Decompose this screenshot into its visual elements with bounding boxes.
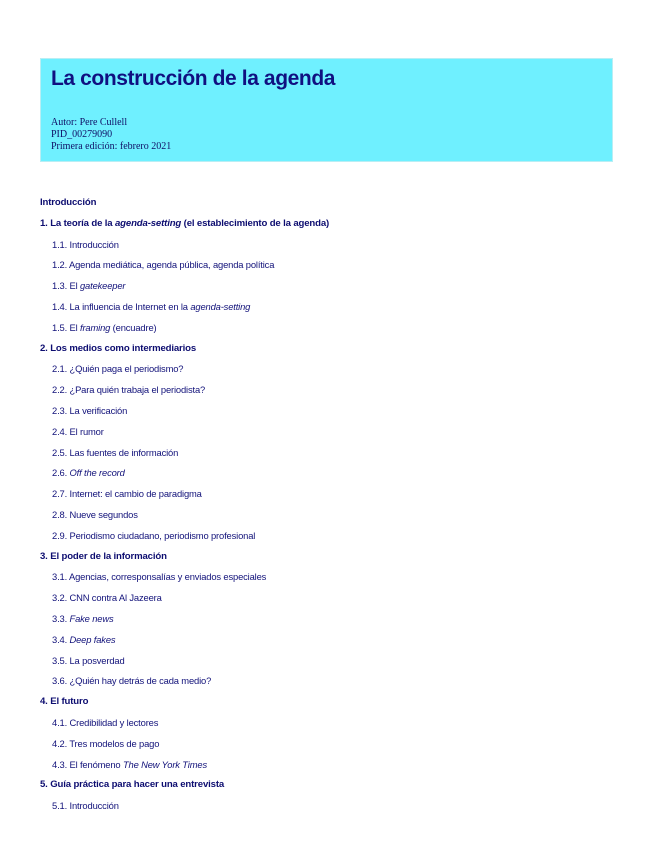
toc-entry-text: gatekeeper	[79, 280, 126, 292]
toc-entry-text: 1.5. El	[52, 321, 80, 333]
toc-entry-text: 3.4.	[52, 633, 70, 645]
toc-section-entry[interactable]	[40, 463, 630, 484]
toc-entry-text: 3.6. ¿Quién hay detrás de cada medio?	[52, 675, 212, 687]
toc-entry-text: 2.6.	[52, 467, 70, 479]
toc-section-entry[interactable]	[40, 567, 630, 588]
toc-entry-text: 5. Guía práctica para hacer una entrevista	[40, 779, 225, 791]
toc-section-entry[interactable]	[40, 755, 630, 776]
toc-section-entry[interactable]	[40, 297, 630, 318]
toc-section-entry[interactable]	[40, 401, 630, 422]
toc-entry-text: 3.3.	[52, 612, 70, 624]
toc-entry-text: (el establecimiento de la agenda)	[181, 217, 330, 229]
toc-section-entry[interactable]	[40, 588, 630, 609]
toc-entry-text: Introducción	[40, 197, 97, 208]
toc-entry-text: 2.8. Nueve segundos	[52, 508, 138, 520]
toc-section-entry[interactable]	[40, 630, 630, 651]
toc-entry-text: 1. La teoría de la	[40, 217, 115, 229]
toc-entry-text: 1.2. Agenda mediática, agenda pública, agenda política	[52, 259, 275, 271]
toc-entry-text: 2.5. Las fuentes de información	[52, 446, 179, 458]
author-line: Autor: Pere Cullell	[51, 117, 128, 128]
toc-section-entry[interactable]	[40, 255, 630, 276]
toc-entry-text: 2.2. ¿Para quién trabaja el periodista?	[52, 384, 206, 396]
toc-section-entry[interactable]	[40, 359, 630, 380]
toc-entry-text: 2.4. El rumor	[52, 425, 104, 437]
toc-chapter-entry[interactable]	[40, 547, 630, 568]
toc-section-entry[interactable]	[40, 380, 630, 401]
toc-entry-text: 5.1. Introducción	[52, 800, 119, 812]
toc-section-entry[interactable]	[40, 235, 630, 256]
toc-entry-text: 3.2. CNN contra Al Jazeera	[52, 592, 162, 604]
toc-chapter-entry[interactable]	[40, 214, 630, 235]
toc-section-entry[interactable]	[40, 671, 630, 692]
toc-section-entry[interactable]	[40, 276, 630, 297]
toc-section-entry[interactable]	[40, 734, 630, 755]
document-title: La construcción de la agenda	[51, 67, 336, 90]
pid-line: PID_00279090	[51, 129, 113, 140]
toc-entry-text: 4. El futuro	[40, 696, 89, 708]
toc-entry-text: 1.3. El	[52, 280, 80, 292]
toc-entry-text: 2.3. La verificación	[52, 404, 128, 416]
toc-entry-text: 1.1. Introducción	[52, 238, 119, 250]
toc-entry-text: Deep fakes	[69, 633, 116, 645]
toc-entry-text: 1.4. La influencia de Internet en la	[52, 300, 191, 312]
toc-section-entry[interactable]	[40, 318, 630, 339]
toc-section-entry[interactable]	[40, 796, 630, 817]
toc-entry-text: The New York Times	[122, 758, 207, 770]
document-metadata	[51, 117, 171, 153]
toc-entry-text: 3. El poder de la información	[40, 550, 167, 562]
toc-section-entry[interactable]	[40, 526, 630, 547]
toc-entry-text: 2.1. ¿Quién paga el periodismo?	[52, 363, 184, 375]
toc-chapter-entry[interactable]	[40, 193, 630, 214]
toc-entry-text: 2.7. Internet: el cambio de paradigma	[52, 488, 202, 500]
toc-entry-text: Fake news	[69, 612, 114, 624]
toc-entry-text: 2.9. Periodismo ciudadano, periodismo profesional	[52, 529, 256, 541]
toc-section-entry[interactable]	[40, 505, 630, 526]
toc-entry-text: (encuadre)	[110, 321, 157, 333]
toc-section-entry[interactable]	[40, 713, 630, 734]
toc-entry-text: 4.3. El fenómeno	[52, 758, 123, 770]
toc-entry-text: Off the record	[69, 467, 125, 479]
toc-entry-text: 2. Los medios como intermediarios	[40, 342, 197, 354]
toc-chapter-entry[interactable]	[40, 339, 630, 360]
toc-entry-text: 4.2. Tres modelos de pago	[52, 737, 160, 749]
table-of-contents	[40, 193, 630, 817]
toc-section-entry[interactable]	[40, 484, 630, 505]
toc-entry-text: agenda-setting	[115, 217, 182, 229]
toc-section-entry[interactable]	[40, 443, 630, 464]
toc-entry-text: framing	[79, 321, 111, 333]
toc-entry-text: 4.1. Credibilidad y lectores	[52, 716, 159, 728]
toc-entry-text: 3.5. La posverdad	[52, 654, 125, 666]
toc-entry-text: 3.1. Agencias, corresponsalías y enviados especiales	[52, 571, 267, 583]
edition-line: Primera edición: febrero 2021	[51, 141, 172, 152]
toc-chapter-entry[interactable]	[40, 775, 630, 796]
toc-chapter-entry[interactable]	[40, 692, 630, 713]
toc-entry-text: agenda-setting	[190, 300, 251, 312]
toc-section-entry[interactable]	[40, 609, 630, 630]
title-block	[40, 58, 613, 162]
toc-section-entry[interactable]	[40, 422, 630, 443]
toc-section-entry[interactable]	[40, 651, 630, 672]
